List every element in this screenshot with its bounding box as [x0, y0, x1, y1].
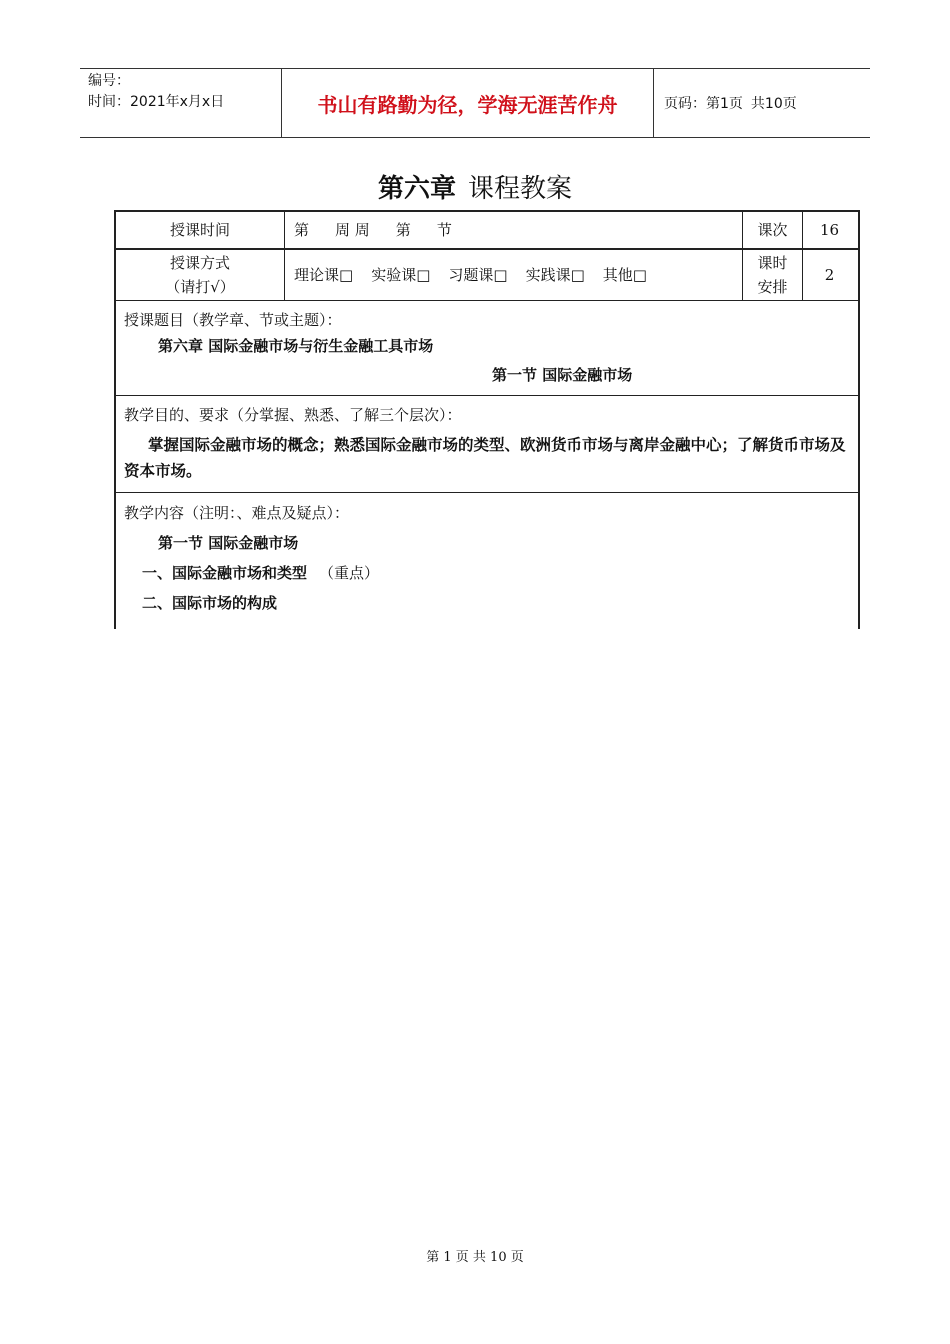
- content-label: 教学内容（注明：、难点及疑点）：: [124, 504, 350, 522]
- option-lab-checkbox[interactable]: 实验课□: [371, 266, 431, 284]
- objectives-text: 掌握国际金融市场的概念；熟悉国际金融市场的类型、欧洲货币市场与离岸金融中心；了解货币市场及资本市场。: [124, 436, 846, 480]
- content-section: 第一节 国际金融市场: [158, 534, 299, 552]
- method-label: [116, 250, 284, 300]
- header-meta: [88, 71, 280, 113]
- week-text-3: 第: [395, 221, 411, 239]
- content-item-1-text: 一、国际金融市场和类型: [142, 564, 308, 582]
- week-text-2: 周 周: [335, 221, 370, 239]
- topic-section: 第一节 国际金融市场: [492, 366, 633, 384]
- time-label: 授课时间: [169, 221, 230, 239]
- method-label-line1: 授课方式: [169, 254, 230, 272]
- header-divider: [653, 69, 654, 137]
- header-motto: 书山有路勤为径，学海无涯苦作舟: [317, 92, 618, 117]
- row-divider: [116, 492, 858, 493]
- serial-label: 编号：: [88, 73, 130, 89]
- col-divider: [284, 212, 285, 300]
- week-period-cell: [294, 212, 734, 248]
- hours-value: 2: [824, 266, 835, 284]
- content-item-2: 二、国际市场的构成: [142, 594, 278, 612]
- header-page-info: [664, 69, 797, 137]
- hours-label-line2: 安排: [757, 278, 788, 296]
- option-other-checkbox[interactable]: 其他□: [602, 266, 647, 284]
- option-theory-checkbox[interactable]: 理论课□: [294, 266, 354, 284]
- topic-chapter: 第六章 国际金融市场与衍生金融工具市场: [158, 337, 434, 355]
- row-divider: [116, 300, 858, 301]
- content-item-1: [142, 562, 379, 583]
- objectives-label: 教学目的、要求（分掌握、熟悉、了解三个层次）：: [124, 406, 462, 424]
- topic-label: 授课题目（教学章、节或主题）：: [124, 311, 342, 329]
- page-footer: 第 1 页 共 10 页: [426, 1250, 524, 1265]
- method-options: [294, 250, 734, 300]
- total-label: 共10页: [750, 96, 797, 112]
- lesson-plan-table: [114, 210, 860, 629]
- key-point-tag: （重点）: [319, 564, 380, 582]
- page-label: 页码：第1页: [664, 96, 743, 112]
- title-text: 课程教案: [468, 174, 573, 204]
- hours-label: [743, 250, 802, 300]
- week-text-4: 节: [436, 221, 452, 239]
- method-label-line2: （请打√）: [165, 278, 235, 296]
- session-value: 16: [819, 221, 840, 239]
- row-divider: [116, 395, 858, 396]
- date-label: 时间：2021年x月x日: [88, 94, 225, 110]
- week-text-1: 第: [294, 221, 310, 239]
- option-practice-checkbox[interactable]: 实践课□: [525, 266, 585, 284]
- page-title: [0, 168, 950, 205]
- session-label: 课次: [757, 221, 788, 239]
- page-header: [80, 68, 870, 138]
- option-exercise-checkbox[interactable]: 习题课□: [448, 266, 508, 284]
- title-chapter: 第六章: [377, 174, 456, 204]
- hours-label-line1: 课时: [757, 254, 788, 272]
